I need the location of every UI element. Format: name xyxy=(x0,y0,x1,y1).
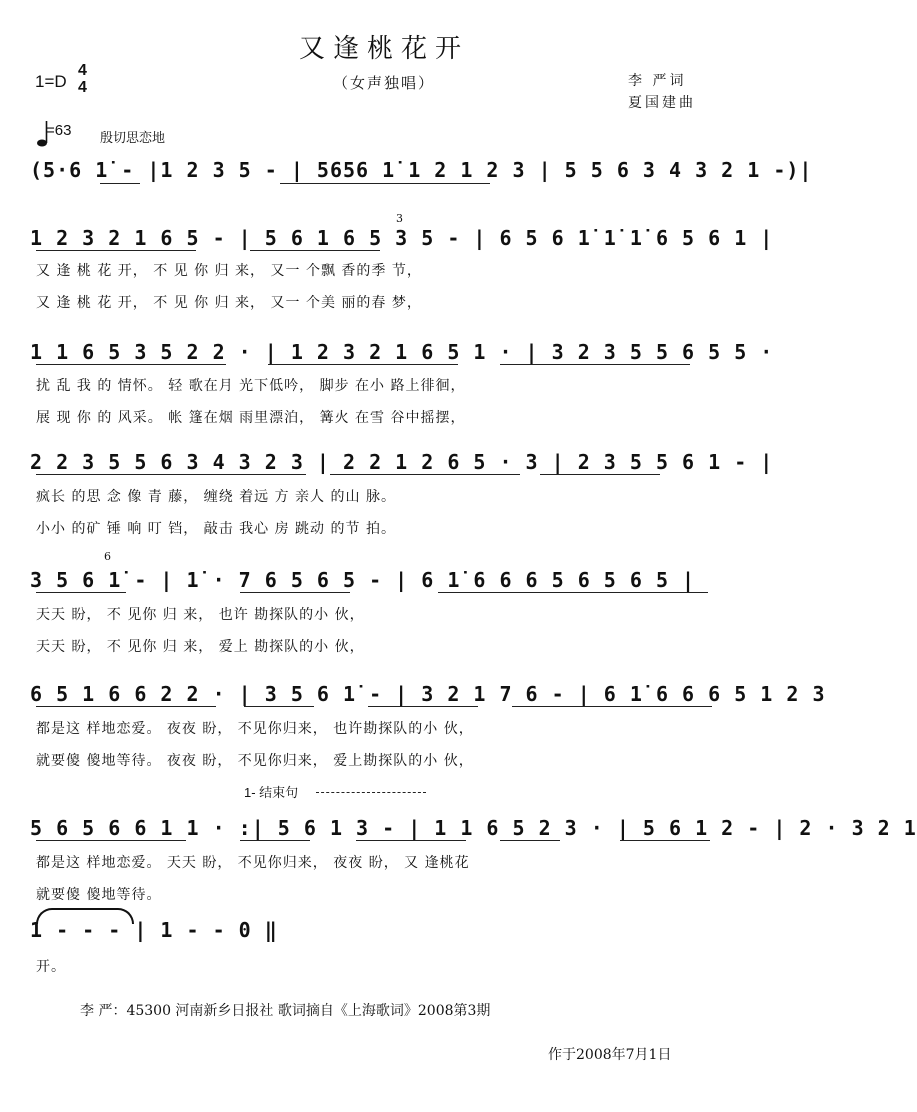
expression-marking: 殷切思恋地 xyxy=(100,131,166,146)
lyrics-line-7b: 就要傻 傻地等待。 xyxy=(36,887,162,903)
score-line-8: 1 - - - | 1 - - 0 ‖ xyxy=(30,918,278,942)
lyrics-line-8: 开。 xyxy=(36,959,66,975)
score-line-3: 1 1 6 5 3 5 2 2 · | 1 2 3 2 1 6 5 1 · | 3 2 3 5 5 6 5 5 · xyxy=(30,340,774,364)
underline xyxy=(36,250,196,251)
key-signature: 1=D xyxy=(35,72,67,91)
lyrics-line-7a: 都是这 样地恋爱。 天天 盼， 不见你归来， 夜夜 盼， 又 逢桃花 xyxy=(36,855,470,871)
underline xyxy=(36,474,306,475)
underline xyxy=(36,592,126,593)
underline xyxy=(512,706,712,707)
underline xyxy=(500,840,560,841)
underline xyxy=(36,364,226,365)
underline xyxy=(330,474,520,475)
score-line-6: 6 5 1 6 6 2 2 · | 3 5 6 1̇ - | 3 2 1 7 6 - | 6 1̇ 6 6 6 5 1 2 3 xyxy=(30,682,826,706)
ending-bracket xyxy=(316,792,426,794)
time-signature xyxy=(78,62,87,96)
lyrics-line-3b: 展 现 你 的 风采。 帐 篷在烟 雨里漂泊， 篝火 在雪 谷中摇摆， xyxy=(36,410,466,426)
composer-credit: 夏国建曲 xyxy=(628,95,696,111)
underline xyxy=(240,840,310,841)
lyrics-line-3a: 扰 乱 我 的 情怀。 轻 歌在月 光下低吟， 脚步 在小 路上徘徊， xyxy=(36,378,466,394)
lyrics-line-2b: 又 逢 桃 花 开， 不 见 你 归 来， 又一 个美 丽的春 梦， xyxy=(36,295,422,311)
time-signature-top: 4 xyxy=(78,62,87,79)
underline xyxy=(244,706,314,707)
tempo-marking: =63 xyxy=(46,122,72,139)
underline xyxy=(438,592,708,593)
lyrics-line-6b: 就要傻 傻地等待。 夜夜 盼， 不见你归来， 爱上勘探队的小 伙， xyxy=(36,753,474,769)
score-line-1: (5·6 1̇ - |1 2 3 5 - | 5656 1̇ 1 2 1 2 3 | 5 5 6 3 4 3 2 1 -)| xyxy=(30,158,813,182)
underline xyxy=(36,706,216,707)
score-line-7: 5 6 5 6 6 1 1 · :| 5 6 1 3 - | 1 1 6 5 2 3 · | 5 6 1 2 - | 2 · 3 2 1 xyxy=(30,816,917,840)
underline xyxy=(240,592,350,593)
score-line-5: 3 5 6 1̇ - | 1̇ · 7 6 5 6 5 - | 6 1̇ 6 6 6 5 6 5 6 5 | xyxy=(30,568,696,592)
lyrics-line-4b: 小小 的矿 锤 响 叮 铛， 敲击 我心 房 跳动 的节 拍。 xyxy=(36,521,396,537)
song-title: 又逢桃花开 xyxy=(298,34,469,64)
underline xyxy=(540,474,660,475)
underline xyxy=(500,364,690,365)
underline xyxy=(100,183,140,184)
lyrics-line-2a: 又 逢 桃 花 开， 不 见 你 归 来， 又一 个飘 香的季 节， xyxy=(36,263,422,279)
composition-date: 作于2008年7月1日 xyxy=(548,1047,672,1063)
lyrics-line-6a: 都是这 样地恋爱。 夜夜 盼， 不见你归来， 也许勘探队的小 伙， xyxy=(36,721,474,737)
underline xyxy=(36,840,186,841)
lyrics-line-5a: 天天 盼， 不 见你 归 来， 也许 勘探队的小 伙， xyxy=(36,607,365,623)
ending-label: 1- 结束句 xyxy=(244,785,299,800)
score-line-2: 1 2 3 2 1 6 5 - | 5 6 1 6 5 3 5 - | 6 5 6 1̇ 1̇ 1̇ 6 5 6 1 | xyxy=(30,226,774,250)
underline xyxy=(268,364,458,365)
underline xyxy=(368,706,478,707)
source-note: 李 严：45300 河南新乡日报社 歌词摘自《上海歌词》2008第3期 xyxy=(80,1003,491,1019)
underline xyxy=(620,840,710,841)
underline xyxy=(250,250,380,251)
score-line-4: 2 2 3 5 5 6 3 4 3 2 3 | 2 2 1 2 6 5 · 3 | 2 3 5 5 6 1 - | xyxy=(30,450,774,474)
underline xyxy=(356,840,466,841)
sextuplet-mark: 6 xyxy=(104,550,111,563)
lyrics-line-4a: 疯长 的思 念 像 青 藤， 缠绕 着远 方 亲人 的山 脉。 xyxy=(36,489,396,505)
time-signature-bottom: 4 xyxy=(78,79,87,96)
lyrics-line-5b: 天天 盼， 不 见你 归 来， 爱上 勘探队的小 伙， xyxy=(36,639,365,655)
lyricist-credit: 李 严词 xyxy=(628,73,687,89)
triplet-mark: 3 xyxy=(396,212,403,225)
underline xyxy=(280,183,490,184)
song-subtitle: （女声独唱） xyxy=(332,74,435,92)
